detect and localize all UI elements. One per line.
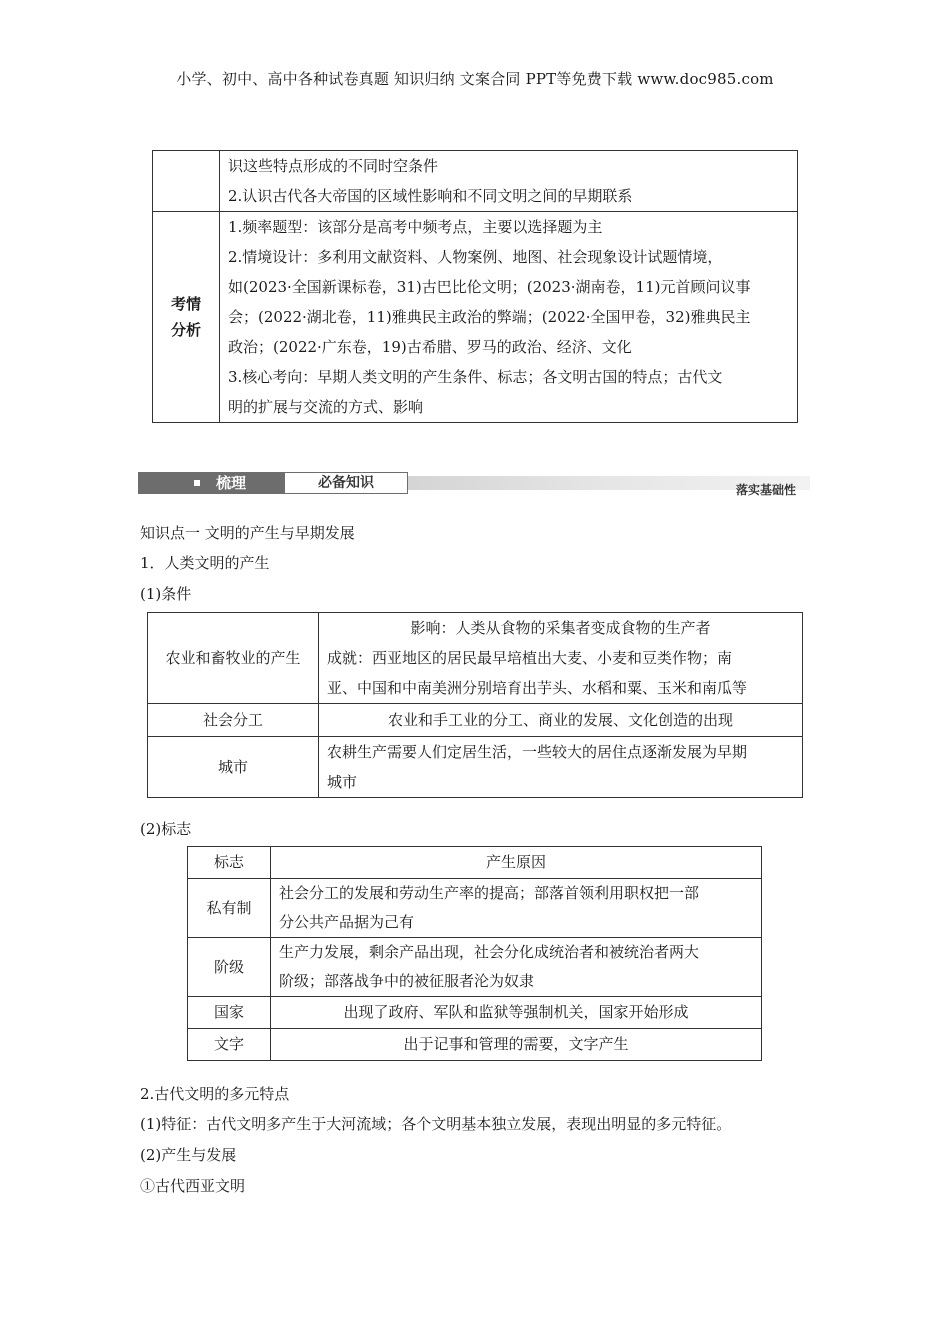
development-label: (2)产生与发展 [140, 1146, 237, 1164]
mark-value [271, 879, 762, 938]
knowledge-point-title: 知识点一 文明的产生与早期发展 [140, 524, 355, 542]
label-line: 考情 [170, 295, 201, 313]
mark-key: 文字 [188, 1029, 271, 1061]
requirement-content [220, 151, 798, 212]
analysis-content [220, 212, 798, 423]
text-line: 阶级；部落战争中的被征服者沦为奴隶 [279, 972, 535, 990]
mark-value: 出于记事和管理的需要，文字产生 [271, 1029, 762, 1061]
analysis-label [153, 212, 220, 423]
condition-value [319, 704, 803, 737]
text-line: 政治；(2022·广东卷，19)古希腊、罗马的政治、经济、文化 [228, 338, 632, 356]
marks-table [187, 846, 762, 1061]
feature-text: (1)特征：古代文明多产生于大河流域；各个文明基本独立发展，表现出明显的多元特征。 [140, 1115, 732, 1133]
table-row [188, 1029, 762, 1061]
text-line: 城市 [327, 773, 358, 791]
table-row [188, 938, 762, 997]
table-row [188, 997, 762, 1029]
text-line: 影响：人类从食物的采集者变成食物的生产者 [410, 619, 711, 637]
square-icon [194, 480, 200, 486]
conditions-label: (1)条件 [140, 585, 192, 603]
text-line: 农耕生产需要人们定居生活，一些较大的居住点逐渐发展为早期 [327, 743, 748, 761]
empty-label-cell [153, 151, 220, 212]
section2-title: 2.古代文明的多元特点 [140, 1085, 290, 1103]
text-line: 会；(2022·湖北卷，11)雅典民主政治的弊端；(2022·全国甲卷，32)雅典民主 [228, 308, 751, 326]
page-header: 小学、初中、高中各种试卷真题 知识归纳 文案合同 PPT等免费下载 www.doc985.com [176, 70, 774, 88]
condition-value [319, 613, 803, 704]
text-line: 农业和手工业的分工、商业的发展、文化创造的出现 [387, 711, 733, 729]
banner-right-label: 落实基础性 [735, 483, 796, 497]
condition-key: 城市 [148, 737, 319, 798]
banner-left-block [138, 472, 284, 494]
exam-analysis-table [152, 150, 798, 423]
text-line: 成就：西亚地区的居民最早培植出大麦、小麦和豆类作物；南 [327, 649, 733, 667]
mark-key: 私有制 [188, 879, 271, 938]
condition-key: 社会分工 [148, 704, 319, 737]
section-banner [138, 470, 810, 498]
text-line: 2.认识古代各大帝国的区域性影响和不同文明之间的早期联系 [228, 187, 633, 205]
table-row [148, 704, 803, 737]
label-line: 分析 [170, 321, 201, 339]
text-line: 2.情境设计：多利用文献资料、人物案例、地图、社会现象设计试题情境， [228, 248, 723, 266]
text-line: 如(2023·全国新课标卷，31)古巴比伦文明；(2023·湖南卷，11)元首顾问议事 [228, 278, 751, 296]
header-value: 产生原因 [271, 847, 762, 879]
table-header-row [188, 847, 762, 879]
mark-value [271, 938, 762, 997]
text-line: 生产力发展，剩余产品出现，社会分化成统治者和被统治者两大 [279, 943, 700, 961]
table-row [148, 737, 803, 798]
text-line: 1.频率题型：该部分是高考中频考点，主要以选择题为主 [228, 218, 603, 236]
condition-key: 农业和畜牧业的产生 [148, 613, 319, 704]
table-row [188, 879, 762, 938]
banner-mid-label: 必备知识 [284, 472, 408, 494]
table-row [148, 613, 803, 704]
marks-label: (2)标志 [140, 820, 192, 838]
conditions-table [147, 612, 803, 798]
mark-key: 国家 [188, 997, 271, 1029]
condition-value [319, 737, 803, 798]
table-row [153, 151, 798, 212]
text-line: 明的扩展与交流的方式、影响 [228, 398, 424, 416]
text-line: 社会分工的发展和劳动生产率的提高；部落首领利用职权把一部 [279, 884, 700, 902]
text-line: 识这些特点形成的不同时空条件 [228, 157, 439, 175]
text-line: 分公共产品据为己有 [279, 913, 415, 931]
header-key: 标志 [188, 847, 271, 879]
west-asia-label: ①古代西亚文明 [140, 1177, 246, 1195]
text-line: 3.核心考向：早期人类文明的产生条件、标志；各文明古国的特点；古代文 [228, 368, 723, 386]
banner-left-label: 梳理 [216, 474, 247, 492]
subsection-title: 1．人类文明的产生 [140, 554, 270, 572]
mark-value: 出现了政府、军队和监狱等强制机关，国家开始形成 [271, 997, 762, 1029]
mark-key: 阶级 [188, 938, 271, 997]
text-line: 亚、中国和中南美洲分别培育出芋头、水稻和粟、玉米和南瓜等 [327, 679, 748, 697]
table-row [153, 212, 798, 423]
